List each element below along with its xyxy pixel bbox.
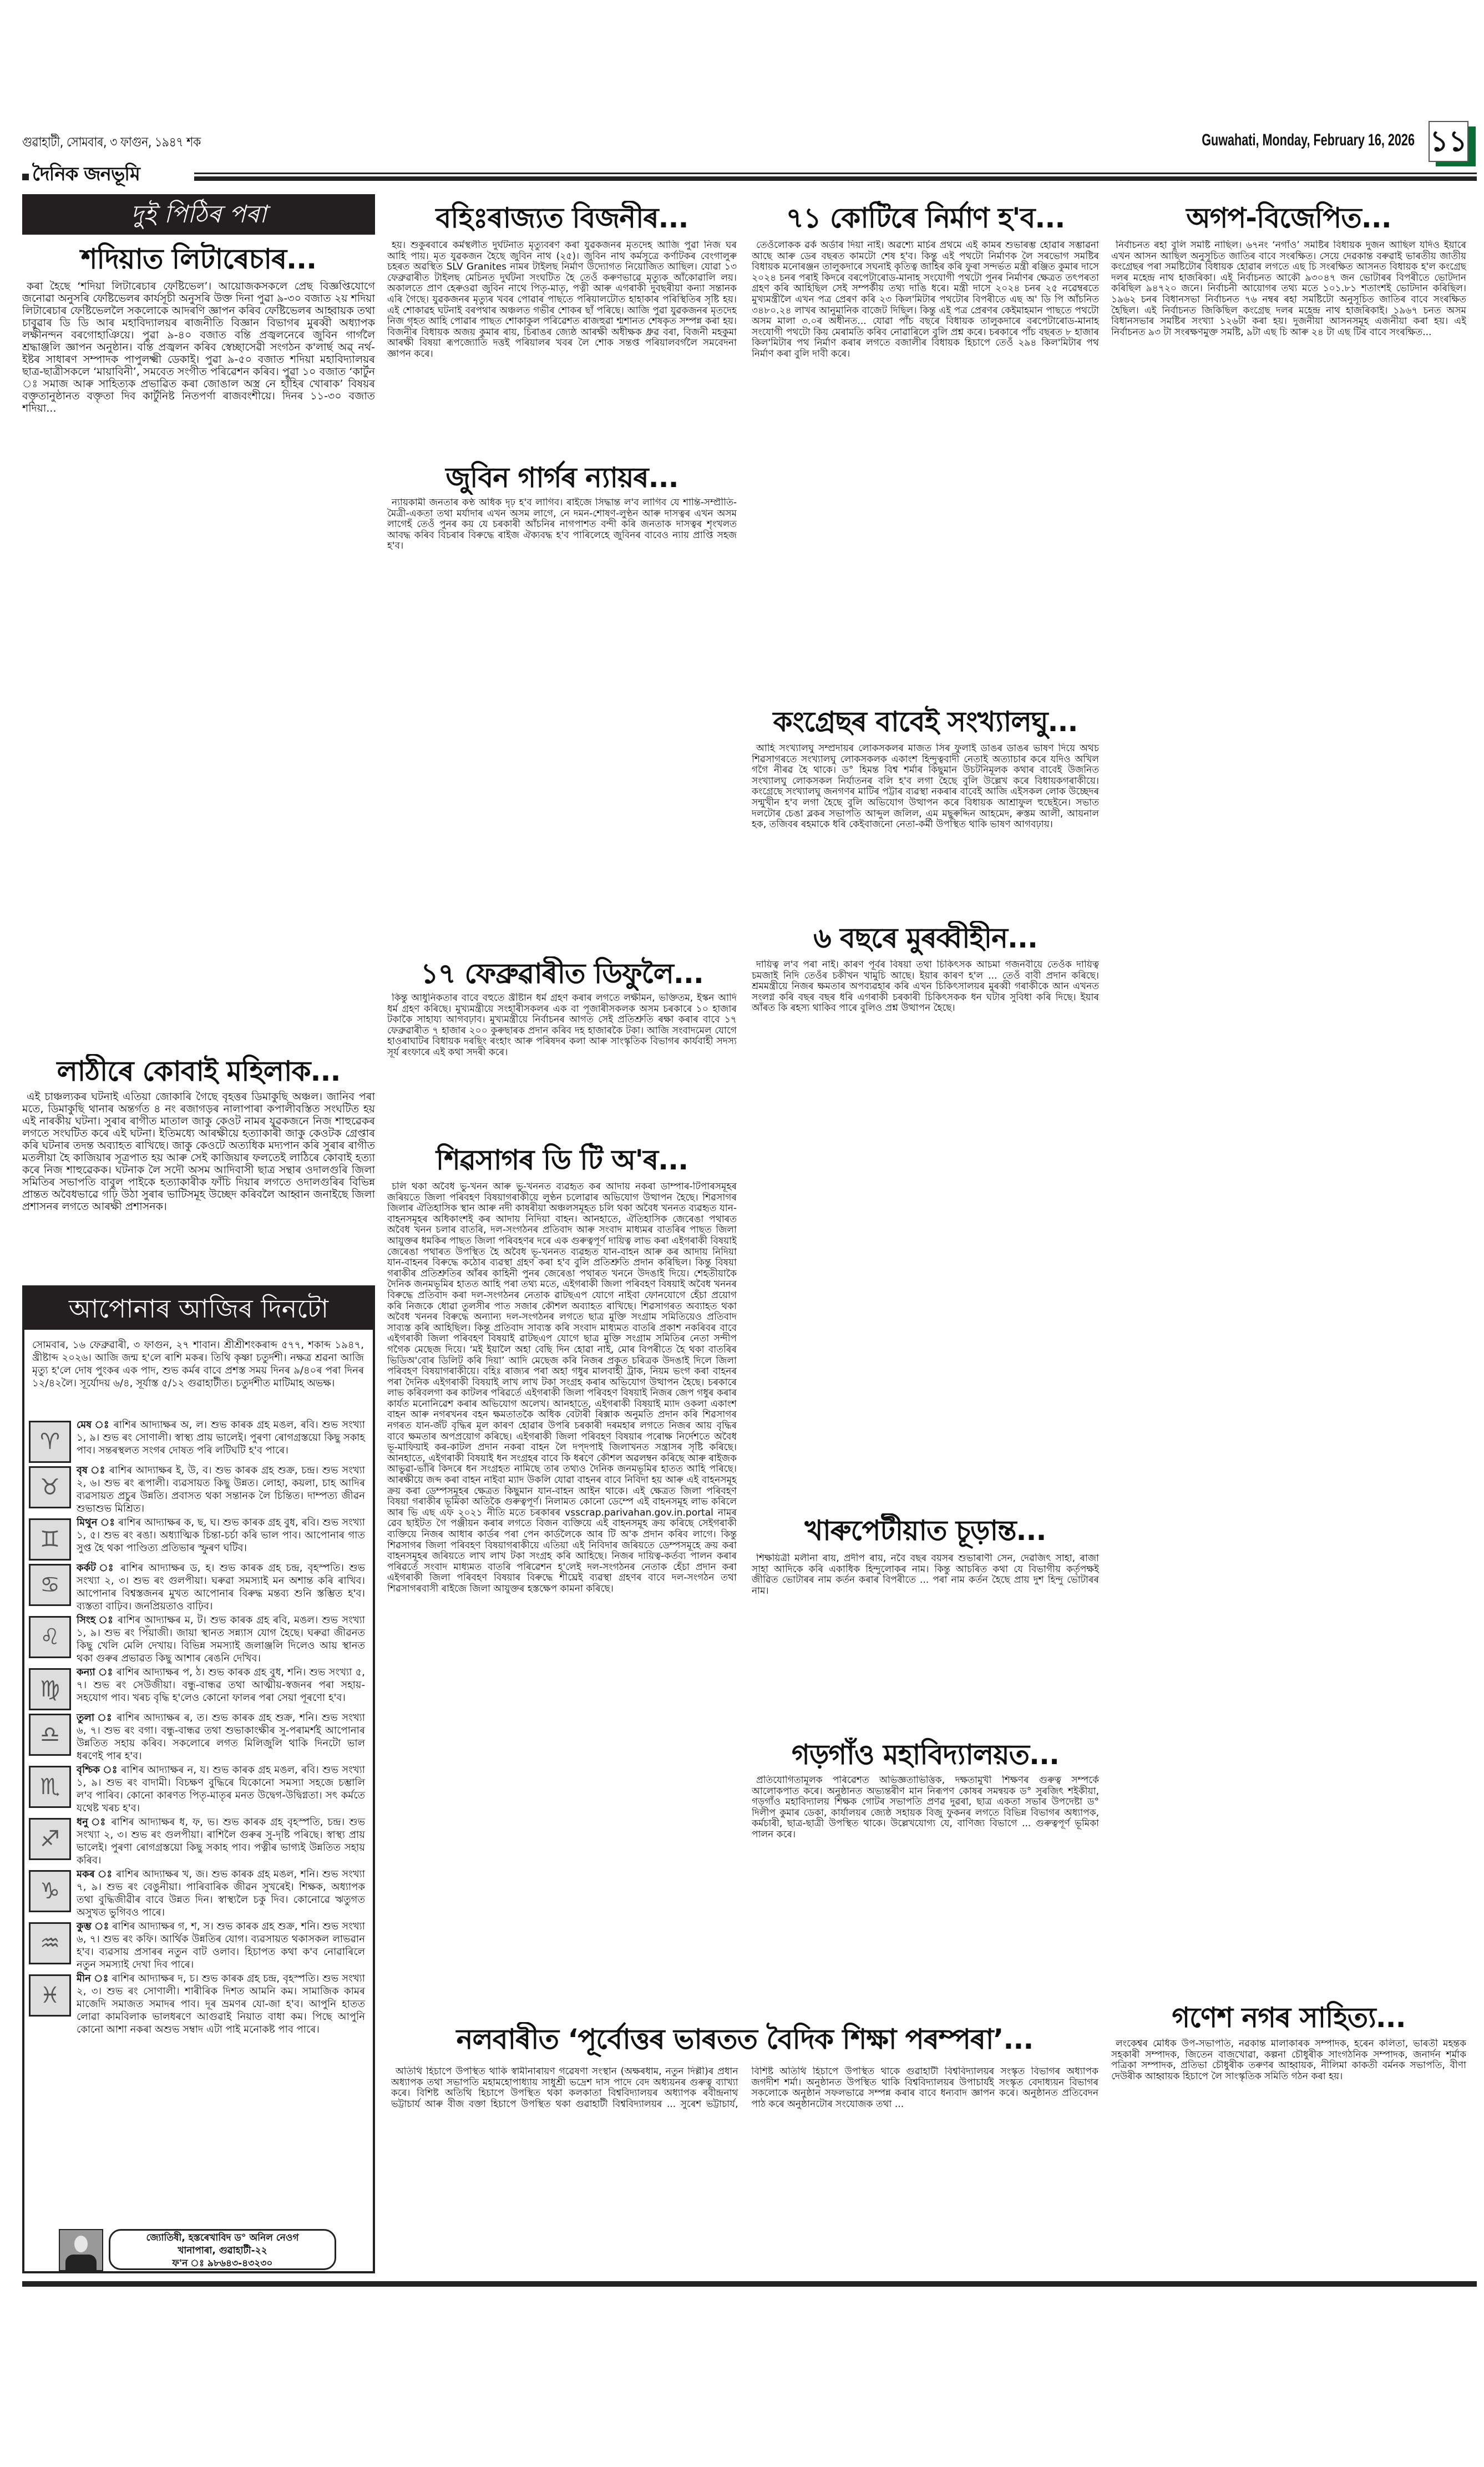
sign-forecast: ৰাশিৰ আদ্যাক্ষৰ ক, ছ, ঘ। শুভ কাৰক গ্ৰহ বুধ, ৰবি। শুভ সংখ্যা ১, ৫। শুভ ৰং ৰঙা। অধ্যাত্মিক চিন্তা-চৰ্চা কৰি ভাল পাব। আপোনাৰ গাত সুপ্ত হৈ থকা পাণ্ডিত্য প্ৰতিভাৰ স্ফুৰণ ঘটিব। — [77, 1517, 365, 1554]
sign-name: সিংহ ঃ — [77, 1614, 114, 1626]
sign-name: মেষ ঃ — [77, 1419, 110, 1431]
zodiac-icon: ♏ — [29, 1766, 71, 1808]
headline: গড়গাঁও মহাবিদ্যালয়ত... — [791, 1739, 1060, 1771]
sign-text — [77, 1764, 365, 1815]
sign-forecast: ৰাশিৰ আদ্যাক্ষৰ ন, য। শুভ কাৰক গ্ৰহ মঙল, ৰবি। শুভ সংখ্যা ১, ৯। শুভ ৰং বাদামী। বিচক্ষণ বুদ্ধিৰে যিকোনো সমস্যা সহজে চম্ভালি ল'ব পাৰিব। কোনো কাৰণত পিতৃ-মাতৃৰ মনত উদ্বেগ-উদ্বিগ্নতা। সৎ কৰ্মতে যথেষ্ট খৰচ হ'ব। — [77, 1764, 365, 1814]
sign-forecast: ৰাশিৰ আদ্যাক্ষৰ দ, চ। শুভ কাৰক গ্ৰহ চন্দ্ৰ, বৃহস্পতি। শুভ সংখ্যা ২, ৩। শুভ ৰং সোণালী। শাৰীৰিক দিশত আমনি কম। সামাজিক কামৰ মাজেদি সমাজত সমাদৰ পাব। দূৰ ভ্ৰমণৰ যো-জা হ'ব। আপুনি হাতত লোৱা কামবিলাক ভালধৰণে আগুৱাই নিয়াত বাধা কম। পিছে আপুনি কোনো আশা নকৰা অশুভ সম্বাদ এটা পাই মনোকষ্ট পাব পাৰে। — [77, 1973, 365, 2035]
section-banner: দুই পিঠিৰ পৰা — [22, 194, 375, 235]
headline: ৭১ কোটিৰে নিৰ্মাণ হ'ব... — [786, 202, 1065, 234]
astrologer-name: জ্যোতিষী, হস্তৰেখাবিদ ড° অনিল নেওগ — [146, 2232, 299, 2243]
sign-text — [77, 1666, 365, 1710]
zodiac-icon: ♊ — [29, 1518, 71, 1561]
header-rule-thin — [194, 173, 1477, 174]
masthead-logo: দৈনিক জনভূমি — [32, 163, 140, 185]
horoscope-sign — [29, 1868, 365, 1919]
sign-text — [77, 1562, 365, 1613]
horoscope-sign — [29, 1666, 365, 1710]
sign-forecast: ৰাশিৰ আদ্যাক্ষৰ ই, উ, ব। শুভ কাৰক গ্ৰহ শুক্ৰ, চন্দ্ৰ। শুভ সংখ্যা ২, ৬। শুভ ৰং ৰূপালী। ব্যৱসায়ত কিছু উন্নত। লোহা, কয়লা, চাহ আদিৰ ব্যৱসায়ত প্ৰচুৰ উন্নতি। প্ৰবাসত থকা সন্তানক লৈ চিন্তিত। দাম্পত্য জীৱন শুভাশুভ মিশ্ৰিত। — [77, 1465, 365, 1514]
footer-rule — [22, 2281, 1477, 2287]
sign-text — [77, 1868, 365, 1919]
sign-forecast: ৰাশিৰ আদ্যাক্ষৰ খ, জ। শুভ কাৰক গ্ৰহ মঙল, শনি। শুভ সংখ্যা ৭, ৯। শুভ ৰং বেঙুনীয়া। পাৰিবাৰিক জীৱন সুখৰেই। শিক্ষক, অধ্যাপক তথা বুদ্ধিজীৱীৰ বাবে উন্নত দিন। স্বাস্থ্যলৈ চকু দিব। কোনোৱে ঋতুগত অসুখত ভুগিবও পাৰে। — [77, 1868, 365, 1918]
sign-name: কুম্ভ ঃ — [77, 1921, 109, 1932]
headline: লাঠীৰে কোবাই মহিলাক... — [57, 1055, 341, 1087]
horoscope-sign — [29, 1562, 365, 1613]
sign-forecast: ৰাশিৰ আদ্যাক্ষৰ ৰ, ত। শুভ কাৰক গ্ৰহ শুক্ৰ, শনি। শুভ সংখ্যা ৬, ৭। শুভ ৰং বগা। বন্ধু-বান্ধৱ তথা শুভাকাংক্ষীৰ সু-পৰামৰ্শই আপোনাৰ উন্নতিত সহায় কৰিব। সকলোৰে লগত মিলিজুলি থাকি দিনটো ভাল ধৰণেই পাৰ হ'ব। — [77, 1712, 365, 1762]
horoscope-title: আপোনাৰ আজিৰ দিনটো — [24, 1288, 373, 1330]
horoscope-box — [22, 1285, 375, 2273]
astrologer-phone: ফ'ন ঃ ৯৮৬৪৩-৪৩২৩০ — [172, 2258, 273, 2269]
astrologer-photo — [59, 2229, 103, 2271]
horoscope-sign — [29, 1516, 365, 1561]
sign-text — [77, 1419, 365, 1463]
sign-forecast: ৰাশিৰ আদ্যাক্ষৰ গ, শ, স। শুভ কাৰক গ্ৰহ শুক্ৰ, শনি। শুভ সংখ্যা ৬, ৭। শুভ ৰং কফি। আৰ্থিক উন্নতিৰ যোগ। ব্যৱসায়ত থকাসকল লাভৱান হ'ব। ব্যৱসায় প্ৰসাৰৰ নতুন বাট ওলাব। হিচাপত কথা ক'ব নোৱাৰিলে নতুন সমস্যাই দেখা দিব পাৰে। — [77, 1921, 366, 1970]
headline: অগপ-বিজেপিত... — [1186, 202, 1391, 234]
sign-name: কৰ্কট ঃ — [77, 1562, 115, 1574]
header-rule-thick — [194, 176, 1477, 181]
headline: শদিয়াত লিটাৰেচাৰ... — [80, 243, 317, 275]
horoscope-sign — [29, 1711, 365, 1762]
sign-name: বৃশ্চিক ঃ — [77, 1764, 118, 1776]
sign-name: ধনু ঃ — [77, 1816, 107, 1828]
horoscope-sign — [29, 1614, 365, 1665]
horoscope-sign — [29, 1419, 365, 1463]
sign-forecast: ৰাশিৰ আদ্যাক্ষৰ ড, হ। শুভ কাৰক গ্ৰহ চন্দ্ৰ, বৃহস্পতি। শুভ সংখ্যা ২, ৩। শুভ ৰং গুলপীয়া। ঘৰুৱা সমস্যাই মন অশান্ত কৰি ৰাখিব। আপোনাৰ বিশ্বস্তজনৰ মুখত আপোনাৰ বিৰুদ্ধ মন্তব্য শুনি স্তম্ভিত হ'ব। ব্যস্ততা বাঢ়িব। জনপ্ৰিয়তাও বাঢ়িব। — [77, 1562, 365, 1612]
horoscope-sign — [29, 1920, 365, 1971]
headline: শিৱসাগৰ ডি টি অ'ৰ... — [435, 1144, 688, 1176]
masthead-dash — [22, 174, 29, 180]
headline: খাৰুপেটীয়াত চূড়ান্ত... — [804, 1514, 1046, 1547]
zodiac-icon: ♌ — [29, 1616, 71, 1658]
horoscope-sign-list — [29, 1419, 365, 2037]
horoscope-intro: সোমবাৰ, ১৬ ফেব্ৰুৱাৰী, ৩ ফাগুন, ২৭ শাবান। শ্ৰীশ্ৰীশংকৰাব্দ ৫৭৭, শকাব্দ ১৯৪৭, খ্ৰীষ্টাব্দ ২০২৬। আজি জন্ম হ'লে ৰাশি মকৰ। তিথি কৃষ্ণা চতুৰ্দশী। নক্ষত্ৰ শ্ৰৱনা আজি মৃত্যু হ'লে দোষ পুংকৰ এক পাদ, শুভ কৰ্মৰ বাবে প্ৰশস্ত সময় দিনৰ ৯/৪০ৰ পৰা দিনৰ ১২/৪২লৈ। সূৰ্যোদয় ৬/৪, সূৰ্যাস্ত ৫/১২ গুৱাহাটীত। চতুৰ্দশীত মাটিমাহ অভক্ষ। — [32, 1339, 364, 1389]
astrologer-address: খানাপাৰা, গুৱাহাটী-২২ — [178, 2245, 267, 2256]
zodiac-icon: ♑ — [29, 1870, 71, 1912]
zodiac-icon: ♈ — [29, 1421, 71, 1463]
zodiac-icon: ♎ — [29, 1714, 71, 1756]
zodiac-icon: ♓ — [29, 1974, 71, 2017]
horoscope-sign — [29, 1464, 365, 1515]
zodiac-icon: ♉ — [29, 1466, 71, 1508]
sign-name: মকৰ ঃ — [77, 1868, 113, 1880]
horoscope-sign — [29, 1764, 365, 1815]
date-assamese: গুৱাহাটী, সোমবাৰ, ৩ ফাগুন, ১৯৪৭ শক — [22, 134, 201, 150]
sign-name: মীন ঃ — [77, 1973, 109, 1984]
article-body: আহি সংখ্যালঘু সম্প্ৰদায়ৰ লোকসকলৰ মাজত সিৰ ফুলাই ডাঙৰ ডাঙৰ ভাষণ দিয়ে অথচ শিৱসাগৰতে সংখ্যালঘু লোকসকলক একাংশ হিন্দুত্ববাদী নেতাই অত্যাচাৰ কৰে যদিও অখিল গগৈ নীৰৱ হৈ থাকে। ড° হিমন্ত বিশ্ব শৰ্মাৰ কিছুমান উচটনিমূলক কথাৰ বাবেই উজনিত সংখ্যালঘু লোকসকল নিৰ্যাতনৰ বলি হ'ব লগা হৈছে বুলি উল্লেখ কৰে বিধায়কগৰাকীয়ে। কংগ্ৰেছে সংখ্যালঘু জনগণৰ মাটিৰ পট্টাৰ ব্যৱস্থা নকৰাৰ বাবেই আজি এইসকল লোক উচ্ছেদৰ সন্মুখীন হ'ব লগা হৈছে বুলি অভিযোগ উত্থাপন কৰে বিধায়ক আশ্ৰাফুল হুছেইনে। সভাত দলটোৰ চেঙা ব্লকৰ সভাপতি আব্দুল জলিল, এম মছুৰুদ্দিন আহমেদ, ৰুস্তম আলী, আয়নাল হক, তজিবৰ ৰহমাকে ধৰি কেইবাজনো নেতা-কৰ্মী উপস্থিত থাকি ভাষণ আগবঢ়ায়। — [752, 743, 1099, 830]
sign-forecast: ৰাশিৰ আদ্যাক্ষৰ অ, ল। শুভ কাৰক গ্ৰহ মঙল, ৰবি। শুভ সংখ্যা ১, ৯। শুভ ৰং সোণালী। স্বাস্থ্য প্ৰায় ভালেই। পুৰণা ৰোগগ্ৰস্তয়ো কিছু সকাহ পাব। সন্তৰস্থলত সংগৰ দোষত পৰি লটিঘটি হ'ব পাৰে। — [77, 1419, 365, 1456]
article-body: অতিথি হিচাপে উপস্থিত থাকি স্বামীনাৰায়ণ গৱেষণা সংস্থান (অক্ষৰধাম, নতুন দিল্লী)ৰ প্ৰধান অধ্যাপক তথা সভাপতি মহামহোপাধ্যায় সাধুশ্ৰী ভদ্ৰেশ দাস পাদে বেদ অধ্যয়নৰ গুৰুত্ব ব্যাখ্যা কৰে। বিশিষ্ট অতিথি হিচাপে উপস্থিত থকা কলকাতা বিশ্ববিদ্যালয়ৰ অধ্যাপক ৰবীন্দ্ৰনাথ ভট্টাচাৰ্য আৰু বীজ বক্তা হিচাপে উপস্থিত থকা গুৱাহাটী বিশ্ববিদ্যালয়ৰ ... সুৰেশ ভট্টাচাৰ্য, বিশিষ্ট অতিথি হিচাপে উপস্থিত থাকে গুৱাহাটী বিশ্ববিদ্যালয়ৰ সংস্কৃত বিভাগৰ অধ্যাপক জগদীশ শৰ্মা। অনুষ্ঠানত উপস্থিত থাকি বিশ্ববিদ্যালয়ৰ উপাচাৰ্যই সংস্কৃত বেদাধ্যয়ন বিভাগৰ সকলোকে অনুষ্ঠান সফলভাৱে সম্পন্ন কৰাৰ বাবে ধন্যবাদ জ্ঞাপন কৰে। অনুষ্ঠানত প্ৰতিবেদন পাঠ কৰে অনুষ্ঠানটোৰ সংযোজক তথা ... — [391, 2066, 1098, 2110]
article-body: নিৰ্বাচনত ৰহা বুলি সমষ্টি নাছিল। ৬৭নং ‘নগাঁও’ সমষ্টিৰ বিধায়ক দুজন আছিল যদিও ইয়াৰে এখন আসন আছিল অনুসূচিত জাতিৰ বাবে সংৰক্ষিত। সেয়ে দেৱকান্ত বৰুৱাই ভাৰতীয় জাতীয় কংগ্ৰেছৰ পৰা সমষ্টিটোৰ বিধায়ক হোৱাৰ লগতে এছ চি সংৰক্ষিত আসনত বিধায়ক হ'ল কংগ্ৰেছ দলৰ মহেন্দ্ৰ নাথ হাজৰিকা। এই নিৰ্বাচনত আকৌ ৯৩০৪৭ জন ভোটাৰৰ বিপৰীতে ভোটদান কৰিছিল ৯৪৭২০ জনে। নিৰ্বাচনী আয়োগৰ তথ্য মতে ১০১.৮১ শতাংশই ভোটদান কৰিছিল। ১৯৬২ চনৰ বিধানসভা নিৰ্বাচনত ৭৬ নম্বৰ ৰহা সমষ্টিটো অনুসূচিত জাতিৰ বাবে সংৰক্ষিত হৈছিল। এই নিৰ্বাচনত জিকিছিল কংগ্ৰেছ দলৰ মহেন্দ্ৰ নাথ হাজৰিকাই। ১৯৬৭ চনত অসম বিধানসভাৰ সমষ্টিৰ সংখ্যা ১২৬টা কৰা হয়। দুজনীয়া আসনসমূহ এজনীয়া কৰা হয়। এই নিৰ্বাচনত ৯৩ টা সংৰক্ষণমুক্ত সমষ্টি, ৯টা এছ চি আৰু ২৪ টা এছ টিৰ বাবে সংৰক্ষিত... — [1111, 240, 1466, 338]
astrologer-contact — [109, 2229, 336, 2270]
zodiac-icon: ♍ — [29, 1668, 71, 1710]
article-body: দায়িত্ব ল'ব পৰা নাই। কাৰণ পূৰ্বৰ বিষয়া তথা চিকিৎসক আচমা গজনবীয়ে তেওঁক দায়িত্ব চমজাই নিদি তেওঁৰ চকীখন খামুচি আছে। ইয়াৰ কাৰণ হ'ল ... তেওঁ বাবী প্ৰদান কৰিছে। শ্ৰমমন্ত্ৰীয়ে নিজৰ ক্ষমতাৰ অপব্যৱহাৰ কৰি এখন চিকিৎসালয়ৰ মুৰব্বী গৰাকীকে আন এখনত সংলগ্ন কৰি বছৰ বছৰ ধৰি এগৰাকী চৰকাৰী চিকিৎসকক ধন ঘটাৰ সুবিধা কৰি দিছে। ইয়াৰ আঁৰত কি ৰহস্য থাকিব পাৰে বুলিও প্ৰশ্ন উত্থাপন হৈছে। — [752, 960, 1099, 1014]
sign-text — [77, 1816, 365, 1867]
sign-name: বৃষ ঃ — [77, 1465, 106, 1476]
headline: নলবাৰীত ‘পূৰ্বোত্তৰ ভাৰতত বৈদিক শিক্ষা পৰম্পৰা’... — [456, 2023, 1034, 2055]
sign-forecast: ৰাশিৰ আদ্যাক্ষৰ প, ঠ। শুভ কাৰক গ্ৰহ বুধ, শনি। শুভ সংখ্যা ৫, ৭। শুভ ৰং সেউজীয়া। বন্ধু-বান্ধৱ তথা আত্মীয়-স্বজনৰ পৰা সহায়-সহযোগ পাব। খৰচ বৃদ্ধি হ'লেও কোনো ফালৰ পৰা সেয়া পূৰণো হ'ব। — [77, 1666, 365, 1704]
article-body: লংকেশ্বৰ মেধিক উপ-সভাপতি, নৱকান্ত মালাকাৰক সম্পাদক, হৰেন কলিতা, ভাৰতী মহন্তক সহকাৰী সম্পাদক, জিতেন বাজখোৱা, কল্পনা চৌধুৰীক সাংগঠনিক সম্পাদক, জনাৰ্দন শৰ্মাক পত্ৰিকা সম্পাদক, প্ৰতিভা চৌধুৰীক তৰুণৰ আহ্বায়ক, নীলিমা কাকতী বৰ্মনক সভাপতি, বীণা দেউৰীক আহ্বায়ক হিচাপে লৈ সাংস্কৃতিক সমিতি গঠন কৰা হয়। — [1111, 2039, 1466, 2082]
article-body: প্ৰতিযোগিতামূলক পৰিৱেশত অভিজ্ঞতাভিত্তিক, দক্ষতামুখী শিক্ষণৰ গুৰুত্ব সম্পৰ্কে আলোকপাত কৰে। অনুষ্ঠানত অভ্যন্তৰীণ মান নিৰূপণ কোষৰ সমন্বয়ক ড° সুৰজিৎ শইকীয়া, গড়গাঁও মহাবিদ্যালয় শিক্ষক গোটৰ সভাপতি প্ৰণৱ দুৱৰা, ছাত্ৰ একতা সভাৰ উপদেষ্টা ড° দিলীপ কুমাৰ ডেকা, কাৰ্যালয়ৰ জ্যেষ্ঠ সহায়ক বিজু ফুকনৰ লগতে বিভিন্ন বিভাগৰ অধ্যাপক, কৰ্মচাৰী, ছাত্ৰ-ছাত্ৰী উপস্থিত থাকে। উল্লেখযোগ্য যে, বাণিজ্য বিভাগে ... গুৰুত্বপূৰ্ণ ভূমিকা পালন কৰে। — [752, 1775, 1099, 1840]
sign-name: তুলা ঃ — [77, 1712, 113, 1724]
article-body: চলি থকা অবৈধ ভু-খনন আৰু ভু-খননত ব্যৱহৃত কৰ আদায় নকৰা ডাম্পাৰ-টিপাৰসমূহৰ জৰিয়তে জিলা পৰিবহণ বিষয়াগৰাকীয়ে লুণ্ঠন চলোৱাৰ অভিযোগ উত্থাপন হৈছে। শিৱসাগৰ জিলাৰ ঐতিহাসিক স্থান আৰু নদী কাষৰীয়া অঞ্চলসমূহত চলি থকা অবৈধ খননত ব্যৱহৃত যান-বাহনসমূহৰ অধিকাংশই কৰ আদায় নিদিয়া বাহন। আনহাতে, ঐতিহাসিক জেৰেঙা পথাৰত অবৈধ খনন চলাৰ বাতৰি, দল-সংগঠনৰ প্ৰতিবাদ আৰু সংবাদ মাধ্যমৰ বাতৰিৰ পাছত জিলা আয়ুক্তৰ ধমকিৰ পাছত জিলা পৰিবহণৰ দৰে এক গুৰুত্বপূৰ্ণ দায়িত্ব লাভ কৰা এইগৰাকী বিষয়াই জেৰেঙা পথাৰত উপস্থিত হৈ অবৈধ ভূ-খননত ব্যৱহৃত যান-বাহন আৰু কৰ আদায় নিদিয়া যান-বাহনৰ বিৰুদ্ধে কঠোৰ ব্যৱস্থা গ্ৰহণ কৰা হ'ব বুলি প্ৰতিশ্ৰুতি প্ৰদান কৰিছিল। কিন্তু বিষয়া গৰাকীৰ প্ৰতিশ্ৰুতিৰ আঁৰৰ কাহিনী পুনৰ জেৰেঙা পথাৰত খননে উদঙাই দিয়ে। শেহতীয়াকৈ দৈনিক জনমভূমিৰ হাতত আহি পৰা তথ্য মতে, এইগৰাকী জিলা পৰিবহণ বিষয়াই অবৈধ খননৰ বিৰুদ্ধে প্ৰতিবাদ কৰা দল-সংগঠনৰ নেতাক ৱাটছএপ যোগে নাইবা ফোনযোগে হেঁচা প্ৰয়োগ কৰি নিজকে ধোৱা তুলসীৰ পাত সজাৰ কৌশল অব্যাহত ৰাখিছে। শিৱসাগৰত অব্যাহত থকা অবৈধ খননৰ বিৰুদ্ধে অন্যান্য দল-সংগঠনৰ লগতে ছাত্ৰ মুক্তি সংগ্ৰাম সমিতিয়েও প্ৰতিবাদ সাব্যস্ত কৰি আহিছিল। কিন্তু প্ৰতিবাদ সাব্যস্ত কৰি সংবাদ মাধ্যমত বাতৰি প্ৰকাশ নকৰিবৰ বাবে এইগৰাকী জিলা পৰিবহণ বিষয়াই ৱাটছএপ যোগে ছাত্ৰ মুক্তি সংগ্ৰাম সমিতিৰ নেতা সন্দীপ গগৈক মেছেজ দিয়ে। ‘মই ইয়ালৈ অহা বেছি দিন হোৱা নাই, মোৰ বিপৰীতে হৈ থকা বাতৰিৰ ভিডিঅ'বোৰ ডিলিট কৰি দিয়া’ আদি মেছেজ কৰি নিজৰ প্ৰকৃত চৰিত্ৰক উদঙাই দিলে জিলা পৰিবহণ বিষয়াগৰাকীয়ে। বহিঃ ৰাজ্যৰ পৰা অহা গধুৰ মালবাহী ট্ৰাক, নিয়ম ভংগ কৰা বাহনৰ পৰা দৈনিক এইগৰাকী বিষয়াই লাখ লাখ টকা সংগ্ৰহ কৰাৰ অভিযোগ উত্থাপন হৈছে। চৰকাৰে লাভ কৰিবলগা কৰ কাটলৰ পৰিৱৰ্তে এইগৰাকী জিলা পৰিবহণ বিষয়াই নিজৰ জেপ গধুৰ কৰাৰ কাৰ্যত মনোনিৱেশ কৰাৰ অভিযোগ অলেখ। আনহাতে, এইগৰাকী বিষয়াই ম্যাদ ওকলা একাংশ বাহন আৰু নগৰখনৰ বহন ক্ষমতাতকৈ অধিক বেটাৰী ৰিক্সাক অনুমতি প্ৰদান কৰি শিৱসাগৰ নগৰত যান-জঁট বৃদ্ধিৰ মূল কাৰণ হোৱাৰ উপৰি চৰকাৰী দৰমহাৰ লগতে নিজৰ আয় বৃদ্ধিৰ বাবে ক্ষমতাৰ অপপ্ৰয়োগ কৰিছে। এইগৰাকী জিলা পৰিবহণ বিষয়াৰ পৰোক্ষ নিৰ্দেশতে অবৈধ ভূ-মাফিয়াই কৰ-কাটল প্ৰদান নকৰা বাহন লৈ দপ্দপাই জিলাখনত সন্ত্ৰাসৰ সৃষ্টি কৰিছে। আনহাতে, এইগৰাকী বিষয়াই ধন সংগ্ৰহৰ বাবে কি ধৰণে কৌশল অৱলম্বন কৰিছে আৰু ৰাইজক আভুৱা-ভাঁৰি কিদৰে ধন সংগ্ৰহত নামিছে তাৰ তথ্যও দৈনিক জনমভূমিৰ হাতত আহি পৰিছে। আৰক্ষীয়ে জব্দ কৰা বাহন নাইবা ম্যাদ উকলি যোৱা বাহনৰ বাবে নিবিদা হয় আৰু এই বাহনসমূহ ক্ৰয় কৰা ডেম্পসমূহৰ ক্ষেত্ৰত কিছুমান যান-বাহন আইন থাকে। এই ক্ষেত্ৰত জিলা পৰিবহণ বিষয়া গৰাকীৰ ভূমিকা অতিকৈ গুৰুত্বপূৰ্ণ। নিলামত কোনো ডেম্পে এই বাহনসমূহ লাভ কৰিলে আৰ ভি এছ এফ ২০২১ নীতি মতে চৰকাৰৰ vsscrap.parivahan.gov.in.portal নামৰ ৱেব ছাইটত গৈ পঞ্জীয়ন কৰাৰ লগতে বিজন ব্যক্তিয়ে এই বাহনসমূহ ক্ৰয় কৰিছে সেইগৰাকী ব্যক্তিয়ে নিজৰ আধাৰ কাৰ্ডৰ পৰা পেন কাৰ্ডলৈকে আৰ টি অ'ক প্ৰদান কৰিব লাগে। কিন্তু শিৱসাগৰ জিলা পৰিবহণ বিষয়াগৰাকীয়ে এতিয়া এই নিবিদাৰ জৰিয়তে ডেম্পসমূহে ক্ৰয় কৰা বাহনসমূহৰ জৰিয়তে লাখ লাখ টকা সংগ্ৰহ কৰি আহিছে। নিজৰ দায়িত্ব-কৰ্তব্য পালন কৰাৰ পৰিৱৰ্তে সংবাদ মাধ্যমত বাতৰি পৰিৱেশন হ'লেই দল-সংগঠনৰ নেতাক হেঁচা প্ৰদান কৰা এইগৰাকী জিলা পৰিবহণ বিষয়াৰ বিৰুদ্ধে শীঘ্ৰেই ব্যৱস্থা গ্ৰহণৰ বাবে দল-সংগঠন তথা শিৱসাগৰবাসী ৰাইজে জিলা আয়ুক্তৰ হস্তক্ষেপ কামনা কৰিছে। — [387, 1182, 737, 1594]
article-body: এই চাঞ্চল্যকৰ ঘটনাই এতিয়া জোকাৰি গৈছে বৃহত্তৰ ডিমাকুছি অঞ্চল। জানিব পৰা মতে, ডিমাকুছি থানাৰ অন্তৰ্গত ৪ নং ৰজাগড়ৰ নালাপাৰা কপালীবস্তিত সংঘটিত হয় এই নাৰকীয় ঘটনা। সুৰাৰ ৰাগীত মাতাল জাকু কেওট নামৰ যুৱকজনে নিজ শাহুৱেকৰ লগতে সংঘটিত কৰে এই ঘটনা। ইতিমধ্যে আৰক্ষীয়ে হত্যাকাৰী জাকু কেওটক গ্ৰেপ্তাৰ কৰি ঘটনাৰ তদন্ত অব্যাহত ৰাখিছে। জাকু কেওটে অত্যধিক মদ্যপান কৰি সুৰাৰ ৰাগীত মতলীয়া হৈ কাজিয়াৰ সূত্ৰপাত হয় আৰু সেই কাজিয়াৰ ফলতেই লাঠিৰে কোবাই হত্যা কৰে নিজ শাহুৱেকক। ঘটনাক লৈ সদৌ অসম আদিবাসী ছাত্ৰ সন্থাৰ ওদালগুৰি জিলা সমিতিৰ সভাপতি বাবুল পাইকে হত্যাকাৰীক ফাঁচি দিয়াৰ লগতে ওদালগুৰিৰ বিভিন্ন প্ৰান্তত অবৈধভাৱে গঢ়ি উঠা সুৰাৰ ভাটিসমূহ উচ্ছেদ কৰিবলৈ আহ্বান জনাইছে জিলা প্ৰশাসনৰ লগতে আৰক্ষী প্ৰশাসনক। — [22, 1091, 375, 1213]
horoscope-sign — [29, 1816, 365, 1867]
sign-forecast: ৰাশিৰ আদ্যাক্ষৰ ম, ট। শুভ কাৰক গ্ৰহ ৰবি, মঙল। শুভ সংখ্যা ১, ৯। শুভ ৰং পিঁয়াজী। জায়া স্থানত সন্ন্যাস যোগ হৈছে। ঘৰুৱা জীৱনত কিছু খেলি মেলি দেখায়। বিভিন্ন সমস্যাই জলাঞ্জলি দিলেও আয় স্থানত থকা গুৰুৰ প্ৰভাৱত কিছু আশাৰ ৰেঙনি দেখিব। — [77, 1614, 365, 1664]
article-body: হয়। শুকুৰবাৰে কৰ্মস্থলীত দুৰ্ঘটনাত মৃত্যুবৰণ কৰা যুৱকজনৰ মৃতদেহ আজি পুৱা নিজ ঘৰ আহি পায়। মৃত যুৱকজন হৈছে জুবিন নাথ (২৫)। জুবিন নাথ কৰ্মসূত্ৰে কৰ্ণাটকৰ বেংগালুৰু চহৰত অৱস্থিত SLV Granites নামৰ টাইলছ নিৰ্মাণ উদ্যোগত নিয়োজিত আছিল। যোৱা ১৩ ফেব্ৰুৱাৰীত টাইলছ মেচিনত দুৰ্ঘটনা সংঘটিত হৈ তেওঁ কৰুণভাৱে মৃত্যুক আঁকোৱালি লয়। অকালতে প্ৰাণ হেৰুওৱা জুবিন নাথে পিতৃ-মাতৃ, পত্নী আৰু এগৰাকী দুবছৰীয়া কন্যা সন্তানক এৰি গৈছে। যুৱকজনৰ মৃত্যুৰ খবৰ পোৱাৰ পাছতে পৰিয়ালটোত হাহাকাৰ পৰিস্থিতিৰ সৃষ্টি হয়। এই শোকাৱহ ঘটনাই বৰপথাৰ অঞ্চলত গভীৰ শোকৰ ছাঁ পৰিছে। আজি পুৱা যুৱকজনৰ মৃতদেহ নিজ গৃহত আহি পোৱাৰ পাছত শোকাকুল পৰিৱেশত ৰাজহুৱা শ্মশানত শেষকৃত সম্পন্ন কৰা হয়। বিজনীৰ বিধায়ক অজয় কুমাৰ ৰায়, চিৰাঙৰ জ্যেষ্ঠ আৰক্ষী অধীক্ষক ধ্ৰুৱ বৰা, বিজনী মহকুমা আৰক্ষী বিষয়া ৰূপজ্যোতি দত্তই পৰিয়ালৰ খবৰ লৈ শোক সন্তপ্ত পৰিয়ালবৰ্গলৈ সমবেদনা জ্ঞাপন কৰে। — [387, 240, 737, 359]
sign-name: কন্যা ঃ — [77, 1666, 113, 1678]
headline: কংগ্ৰেছৰ বাবেই সংখ্যালঘু... — [773, 706, 1078, 738]
article-body: ন্যায়কামী জনতাৰ কণ্ঠ অধিক দৃঢ় হ'ব লাগিব। ৰাইজে সিদ্ধান্ত ল'ব লাগিব যে শান্তি-সম্প্ৰীতি-মৈত্ৰী-একতা তথা মৰ্যাদাৰ এখন অসম লাগে, নে দমন-শোষণ-লুণ্ঠন আৰু দাসত্বৰ এখন অসম লাগেহঁ তেওঁ পুনৰ কয় যে চৰকাৰী আঁচনিৰ নাগপাশত বন্দী কৰি জনতাক দাসত্বৰ শৃংখলত আবদ্ধ কৰিব বিচৰাৰ বিৰুদ্ধে ৰাইজ ঐক্যবদ্ধ হ'ব পাৰিলেহে জুবিনৰ বাবেও ন্যায় প্ৰাপ্তি সহজ হ'ব। — [387, 498, 737, 552]
page-number: ১১ — [1429, 121, 1468, 162]
article-body: কৰা হৈছে ‘শদিয়া লিটাৰেচাৰ ফেষ্টিভেল’। আয়োজকসকলে প্ৰেছ বিজ্ঞপ্তিযোগে জনোৱা অনুসৰি ফেষ্টিভেলৰ কাৰ্যসূচী অনুসৰি উক্ত দিনা পুৱা ৯-৩০ বজাত ২য় শদিয়া লিটাৰেচাৰ ফেষ্টিভেললৈ সকলোকে আদৰণি জ্ঞাপন কৰিব ফেষ্টিভেলৰ আহ্বায়ক তথা চাবুৱাৰ ডি ডি আৰ মহাবিদ্যালয়ৰ ৰাজনীতি বিজ্ঞান বিভাগৰ মুৰব্বী অধ্যাপক লক্ষীনন্দন বৰগোহাঞিয়ে। পুৱা ৯-৪০ বজাত বন্তি প্ৰজ্বলনেৰে জুবিন গাৰ্গলৈ শ্ৰদ্ধাঞ্জলি জ্ঞাপন অনুষ্ঠান। বন্তি প্ৰজ্বলন কৰিব স্বেচ্ছাসেৱী সংগঠন ক'লাৰ্ছ অৱ্ নৰ্থ-ইষ্টৰ সাধাৰণ সম্পাদক পাপুলক্ষ্মী ডেকাই। পুৱা ৯-৫০ বজাত শদিয়া মহাবিদ্যালয়ৰ ছাত্ৰ-ছাত্ৰীসকলে ‘মায়াবিনী’, সমবেত সংগীত পৰিৱেশন কৰিব। পুৱা ১০ বজাত ‘কাৰ্টুন ঃ সমাজ আৰু সাহিত্যক প্ৰভাৱিত কৰা জোঙাল অস্ত্ৰ নে হাঁহিৰ খোৰাক’ বিষয়ৰ বক্তৃতানুষ্ঠানত বক্তৃতা দিব কাৰ্টুনিষ্ট নিতপৰ্ণা ৰাজবংশীয়ে। দিনৰ ১১-৩০ বজাত শদিয়া... — [22, 280, 375, 414]
article-body: তেওঁলোকক ৱৰ্ক অৰ্ডাৰ দিয়া নাই। অৱশ্যে মাৰ্চৰ প্ৰথমে এই কামৰ শুভাৰম্ভ হোৱাৰ সম্ভাৱনা আছে আৰু ডেৰ বছৰত কামটো শেষ হ'ব। কিন্তু এই পথটো নিৰ্মাণক লৈ সৰভোগ সমষ্টিৰ বিধায়ক মনোৰঞ্জন তালুকদাৰে সঘনাই কৃতিত্ব জাহিৰ কৰি ফুৰা সন্দৰ্ভত মন্ত্ৰী ৰঞ্জিত কুমাৰ দাসে ২০২৪ চনৰ পৰাই কিদৰে বৰপেটাৰোড-মানাহ সংযোগী পথটো পুনৰ নিৰ্মাণৰ ক্ষেত্ৰত তৎপৰতা গ্ৰহণ কৰি আহিছিল সেই সম্পৰ্কীয় তথ্য দাঙি ধৰে। মন্ত্ৰী দাসে ২০২৪ চনৰ ২৫ নৱেম্বৰতে মুখ্যমন্ত্ৰীলৈ এখন পত্ৰ প্ৰেৰণ কৰি ২৩ কিল'মিটাৰ পথটোৰ বিপৰীতে এছ অ' ডি পি আঁচনিত ৩৪৮০.২৪ লাখৰ আনুমানিক বাজেট দিছিল। কিন্তু এই পত্ৰ প্ৰেৰণৰ কেইমাহমান পাছতে পথটো অসম মালা ৩.০ৰ অধীনত... যোৱা পাঁচ বছৰে বিধায়ক তালুকদাৰে বৰপেটাৰোড-মানাহ সংযোগী পথটো কিয় মেৰামতি কৰিব নোৱাৰিলে বুলি প্ৰশ্ন কৰে। চৰকাৰে পাঁচ বছৰত ৮ হাজাৰ কিল'মিটাৰ পথ নিৰ্মাণ কৰাৰ লগতে বজালীৰ বিধায়ক হিচাপে তেওঁ ২৯৪ কিল'মিটাৰ পথ নিৰ্মাণ কৰা বুলি দাবী কৰে। — [752, 240, 1099, 359]
date-english: Guwahati, Monday, February 16, 2026 — [1202, 131, 1415, 149]
sign-text — [77, 1711, 365, 1762]
sign-text — [77, 1464, 365, 1515]
sign-forecast: ৰাশিৰ আদ্যাক্ষৰ ধ, ফ, ভ। শুভ কাৰক গ্ৰহ বৃহস্পতি, চন্দ্ৰ। শুভ সংখ্যা ২, ৩। শুভ ৰং গুলপীয়া। ৰাশিলৈ গুৰুৰ সু-দৃষ্টি পৰিছে। স্বাস্থ্য প্ৰায় ভালেই। পুৰণা ৰোগগ্ৰস্তয়ো কিছু সকাহ পাব। পত্নীৰ ভাগ্যই উন্নতিত সহায় কৰিব। — [77, 1816, 365, 1866]
zodiac-icon: ♋ — [29, 1564, 71, 1606]
sign-text — [77, 1516, 365, 1561]
headline: বহিঃৰাজ্যত বিজনীৰ... — [435, 202, 688, 234]
sign-text — [77, 1920, 365, 1971]
sign-text — [77, 1972, 365, 2036]
zodiac-icon: ♒ — [29, 1922, 71, 1964]
sign-name: মিথুন ঃ — [77, 1517, 115, 1528]
zodiac-icon: ♐ — [29, 1818, 71, 1860]
article-body: কিন্তু আধুনিকতাৰ বাবে বহুতে খ্ৰীষ্টান ধৰ্ম গ্ৰহণ কৰাৰ লগতে লক্ষীমন, ভক্তিতম, ইস্কন আদি ধৰ্ম গ্ৰহণ কৰিছে। মুখ্যমন্ত্ৰীয়ে সংহাৰীসকলৰ এক বা পূজাৰীসকলক অসম চৰকাৰে ১০ হাজাৰ টকাকৈ সাহায্য আগবঢ়াব। মুখ্যমন্ত্ৰীয়ে নিৰ্বাচনৰ আগত সেই প্ৰতিশ্ৰুতি ৰক্ষা কৰাৰ বাবে ১৭ ফেব্ৰুৱাৰীত ৭ হাজাৰ ২০০ কুৰুছাৰক প্ৰদান কৰিব দহ হাজাৰকৈ টকা। আজি সংবাদমেল যোগে হাওৰাঘাটৰ বিধায়ক দৰছিং ৰংহাং আৰু পৰিষদৰ কলা আৰু সাংস্কৃতিক বিভাগৰ কাৰ্যবাহী সদস্য সূৰ্য ৰংফাৰে এই কথা সদৰী কৰে। — [387, 993, 737, 1058]
headline: ১৭ ফেব্ৰুৱাৰীত ডিফুলৈ... — [421, 958, 703, 990]
headline: ৬ বছৰে মুৰব্বীহীন... — [813, 922, 1037, 954]
sign-text — [77, 1614, 365, 1665]
horoscope-sign — [29, 1972, 365, 2036]
article-body: শিক্ষয়িত্ৰী মলীনা ৰায়, প্ৰদীপ ৰায়, নবৈ বছৰ বয়সৰ শুভাৰাণী সেন, দেৱজিৎ সাহা, ৰাজা সাহা আদিকে কৰি একাধিক হিন্দুলোকৰ নাম। কিন্তু আচৰিত কথা যে বিভাগীয় কৰ্তৃপক্ষই জীৱিত ভোটাৰৰ নাম কৰ্তন কৰাৰ বিপৰীতে ... পৰা নাম কৰ্তন হৈছে প্ৰায় দুশ হিন্দু ভোটাৰৰ নাম। — [752, 1553, 1099, 1597]
headline: জুবিন গাৰ্গৰ ন্যায়ৰ... — [445, 462, 678, 494]
headline: গণেশ নগৰ সাহিত্য... — [1172, 2002, 1406, 2034]
